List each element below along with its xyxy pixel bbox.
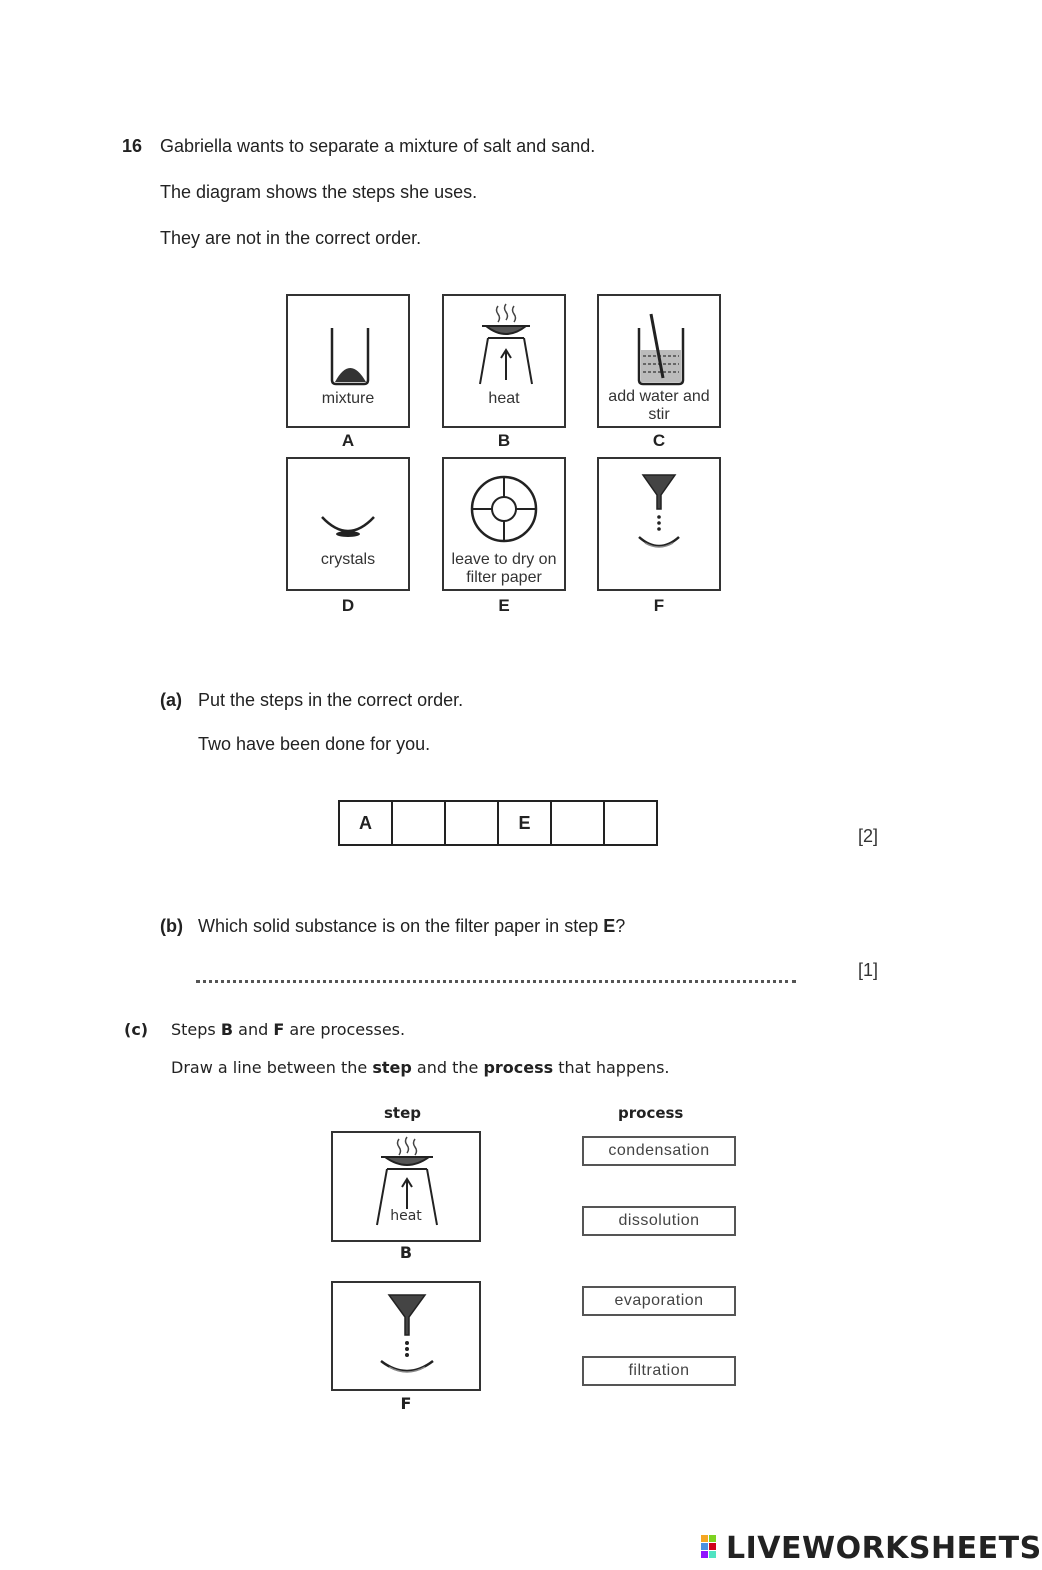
liveworksheets-logo — [700, 1530, 1042, 1566]
step-d-caption: crystals — [320, 551, 376, 568]
step-a-caption: mixture — [321, 390, 375, 407]
step-f-box — [597, 457, 721, 591]
match-step-b-box[interactable] — [331, 1131, 481, 1242]
evaporating-dish-crystals-icon — [288, 459, 412, 593]
part-a-prompt: Put the steps in the correct order. — [198, 690, 464, 710]
step-d-letter: D — [341, 596, 355, 615]
part-c-l2-e: that happens. — [553, 1058, 670, 1077]
beaker-mixture-icon — [288, 296, 412, 430]
column-step-heading: step — [384, 1104, 422, 1122]
question-intro: Gabriella wants to separate a mixture of salt and sand. — [160, 136, 596, 156]
order-cell-2[interactable] — [392, 801, 445, 845]
process-evaporation[interactable]: evaporation — [582, 1286, 736, 1316]
step-b-box — [442, 294, 566, 428]
step-b-caption: heat — [488, 390, 520, 407]
column-process-heading: process — [618, 1104, 684, 1122]
part-c-line-2 — [171, 1058, 670, 1077]
step-c-caption: add water and stir — [608, 388, 710, 423]
process-condensation[interactable]: condensation — [582, 1136, 736, 1166]
step-a-letter: A — [341, 431, 355, 450]
part-c-l2-a: Draw a line between the — [171, 1058, 373, 1077]
part-b-prompt-text: Which solid substance is on the filter paper in step — [198, 916, 604, 936]
order-cell-5[interactable] — [551, 801, 604, 845]
part-c-l1-e: are processes. — [284, 1020, 406, 1039]
question-line-2: The diagram shows the steps she uses. — [160, 182, 478, 202]
part-c-l1-a: Steps — [171, 1020, 221, 1039]
part-b-prompt-end: ? — [615, 916, 626, 936]
part-c-l2-d: process — [483, 1058, 554, 1077]
step-f-letter: F — [653, 596, 665, 615]
match-step-f-letter: F — [400, 1394, 412, 1413]
part-c-label: (c) — [124, 1020, 149, 1039]
step-d-box — [286, 457, 410, 591]
part-c-l1-d: F — [273, 1020, 285, 1039]
part-c-l2-c: and the — [411, 1058, 484, 1077]
question-line-3: They are not in the correct order. — [160, 228, 422, 248]
liveworksheets-logo-text: LIVEWORKSHEETS — [726, 1530, 1042, 1566]
question-number: 16 — [122, 136, 143, 156]
step-c-box — [597, 294, 721, 428]
part-b-answer-line[interactable] — [196, 980, 796, 983]
heating-dish-icon — [444, 296, 568, 430]
process-filtration[interactable]: filtration — [582, 1356, 736, 1386]
order-cell-3[interactable] — [445, 801, 498, 845]
liveworksheets-logo-icon — [700, 1533, 724, 1563]
step-c-letter: C — [652, 431, 666, 450]
match-step-f-box[interactable] — [331, 1281, 481, 1391]
heating-dish-icon — [333, 1133, 483, 1244]
part-a-label: (a) — [160, 690, 182, 710]
step-e-letter: E — [498, 596, 510, 615]
part-a-hint: Two have been done for you. — [198, 734, 431, 754]
step-a-box — [286, 294, 410, 428]
filtration-funnel-icon — [599, 459, 723, 593]
filtration-funnel-icon — [333, 1283, 483, 1393]
match-step-b-letter: B — [399, 1243, 413, 1262]
part-b-label: (b) — [160, 916, 183, 936]
order-cell-4[interactable]: E — [498, 801, 551, 845]
part-c-l1-b: B — [220, 1020, 234, 1039]
part-c-l2-b: step — [372, 1058, 412, 1077]
step-e-box — [442, 457, 566, 591]
process-dissolution[interactable]: dissolution — [582, 1206, 736, 1236]
part-a-marks: [2] — [858, 826, 879, 846]
step-b-letter: B — [497, 431, 511, 450]
part-c-line-1 — [171, 1020, 405, 1039]
step-e-caption: leave to dry on filter paper — [451, 551, 557, 586]
part-b-prompt-step: E — [603, 916, 616, 936]
part-b-prompt — [198, 916, 625, 937]
order-answer-table — [338, 800, 658, 846]
order-cell-6[interactable] — [604, 801, 657, 845]
match-step-b-caption: heat — [390, 1208, 422, 1224]
part-c-l1-c: and — [233, 1020, 274, 1039]
order-cell-1[interactable]: A — [339, 801, 392, 845]
part-b-marks: [1] — [858, 960, 879, 980]
